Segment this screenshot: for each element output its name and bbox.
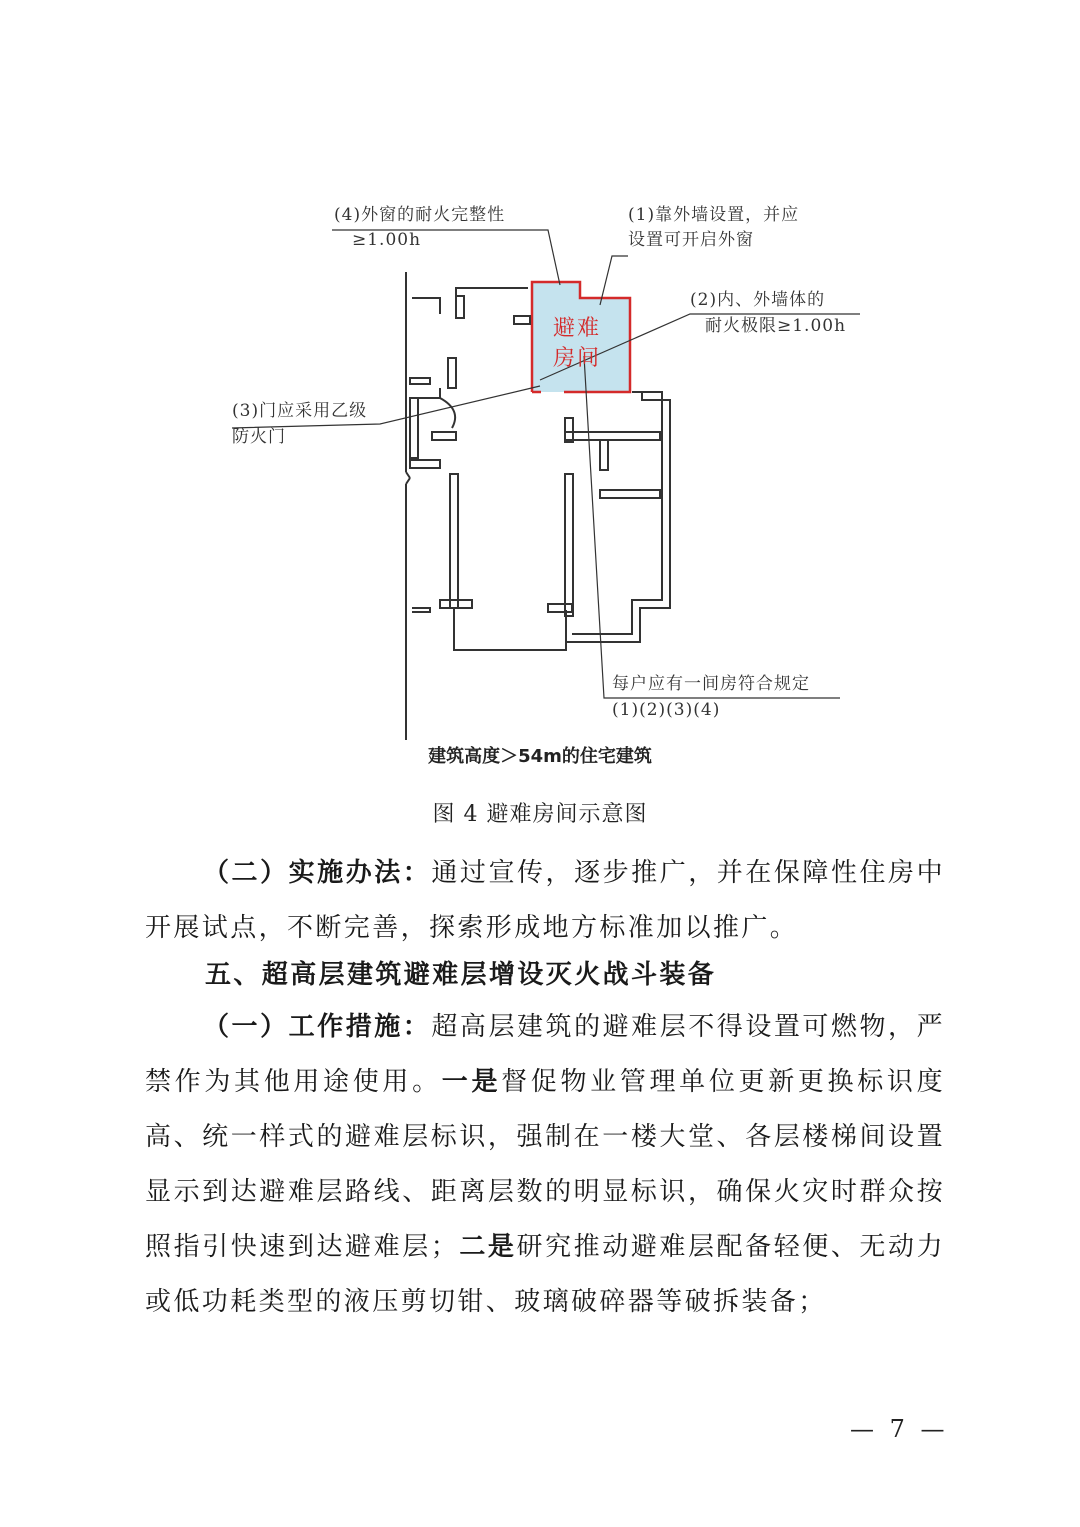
paragraph-implementation-text: 通过宣传，逐步推广，并在保障性住房中开展试点，不断完善，探索形成地方标准加以推广。 bbox=[145, 858, 946, 943]
annotation-wall-line2: 设置可开启外窗 bbox=[628, 230, 754, 250]
annotation-window-line1: (4)外窗的耐火完整性 bbox=[334, 205, 506, 225]
annotation-fire-line1: (2)内、外墙体的 bbox=[690, 290, 826, 310]
paragraph-measures bbox=[145, 1000, 945, 1330]
figure-subtitle: 建筑高度＞54m的住宅建筑 bbox=[428, 746, 652, 767]
room-label-line2: 房间 bbox=[553, 346, 602, 371]
annotation-window-line2: ≥1.00h bbox=[352, 230, 422, 250]
floor-plan-diagram bbox=[0, 0, 1080, 740]
page-number: — 7 — bbox=[850, 1415, 949, 1443]
paragraph-measures-label-first: 一是 bbox=[441, 1067, 502, 1097]
annotation-each-line1: 每户应有一间房符合规定 bbox=[612, 674, 810, 694]
annotation-fire-line2: 耐火极限≥1.00h bbox=[705, 316, 847, 336]
room-label-line1: 避难 bbox=[553, 316, 602, 341]
section-heading-5: 五、超高层建筑避难层增设灭火战斗装备 bbox=[205, 960, 717, 990]
figure-caption: 图 4 避难房间示意图 bbox=[432, 802, 648, 827]
paragraph-measures-text-c: 研究推动避难层配备轻便、无动力或低功耗类型的液压剪切钳、玻璃破碎器等破拆装备； bbox=[145, 1232, 945, 1317]
annotation-wall-line1: (1)靠外墙设置，并应 bbox=[628, 205, 800, 225]
paragraph-measures-text-b: 督促物业管理单位更新更换标识度高、统一样式的避难层标识，强制在一楼大堂、各层楼梯间设置显示到达避难层路线、距离层数的明显标识，确保火灾时群众按照指引快速到达避难层； bbox=[145, 1067, 945, 1262]
paragraph-measures-label: （一）工作措施： bbox=[203, 1012, 432, 1042]
annotation-each-line2: (1)(2)(3)(4) bbox=[612, 700, 721, 720]
paragraph-implementation-label: （二）实施办法： bbox=[203, 858, 432, 888]
evacuation-room-figure bbox=[0, 0, 1080, 740]
paragraph-implementation bbox=[145, 846, 945, 956]
annotation-door-line1: (3)门应采用乙级 bbox=[232, 401, 368, 421]
paragraph-measures-text-a: 超高层建筑的避难层不得设置可燃物，严禁作为其他用途使用。 bbox=[145, 1012, 946, 1097]
paragraph-measures-label-second: 二是 bbox=[459, 1232, 517, 1262]
annotation-door-line2: 防火门 bbox=[232, 427, 286, 447]
